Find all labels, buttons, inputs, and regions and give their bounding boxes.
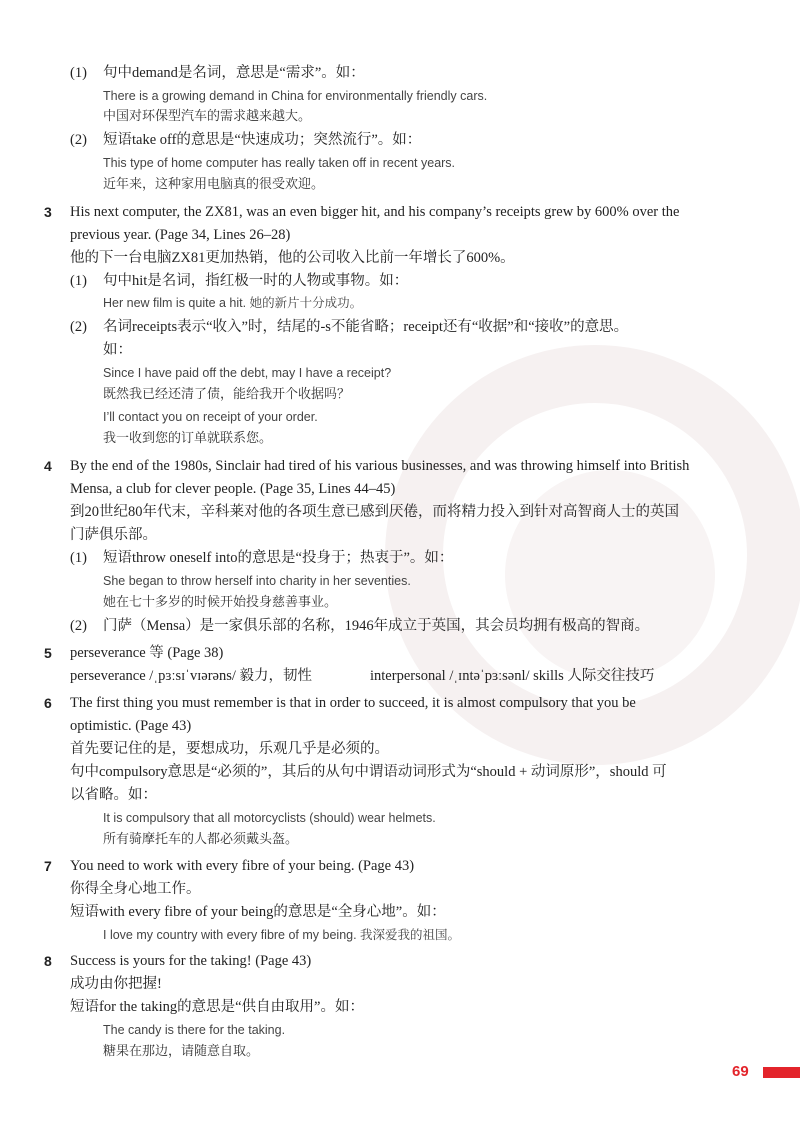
- text-line: 短语with every fibre of your being的意思是“全身心地”。如：: [70, 904, 446, 920]
- item-number: 6: [44, 695, 52, 711]
- text-line: (1): [70, 65, 87, 81]
- example-line: 我一收到您的订单就联系您。: [103, 431, 273, 446]
- example-line: I’ll contact you on receipt of your order.: [103, 410, 318, 424]
- example-line: 既然我已经还清了债，能给我开个收据吗？: [103, 387, 351, 402]
- text-line: (2): [70, 132, 87, 148]
- text-line: optimistic. (Page 43): [70, 718, 192, 734]
- text-line: You need to work with every fibre of your being. (Page 43): [70, 858, 415, 874]
- text-line: 句中compulsory意思是“必须的”，其后的从句中谓语动词形式为“should + 动词原形”，should 可: [70, 764, 667, 780]
- item-number: 3: [44, 204, 52, 220]
- text-line: 短语for the taking的意思是“供自由取用”。如：: [70, 999, 364, 1015]
- text-line: (1): [70, 550, 87, 566]
- text-line: (2): [70, 618, 87, 634]
- example-line: 中国对环保型汽车的需求越来越大。: [103, 109, 312, 124]
- example-line: Her new film is quite a hit. 她的新片十分成功。: [103, 296, 363, 310]
- example-line: The candy is there for the taking.: [103, 1023, 286, 1037]
- page-number: 69: [732, 1063, 749, 1080]
- example-line: This type of home computer has really taken off in recent years.: [103, 156, 456, 170]
- text-line: 句中hit是名词，指红极一时的人物或事物。如：: [103, 273, 409, 289]
- text-line: previous year. (Page 34, Lines 26–28): [70, 227, 291, 243]
- page-number-bar: [763, 1067, 800, 1078]
- example-line: 近年来，这种家用电脑真的很受欢迎。: [103, 177, 325, 192]
- text-line: 短语take off的意思是“快速成功；突然流行”。如：: [103, 132, 422, 148]
- example-line: I love my country with every fibre of my being. 我深爱我的祖国。: [103, 928, 461, 942]
- text-line: 门萨（Mensa）是一家俱乐部的名称，1946年成立于英国，其会员均拥有极高的智商。: [103, 618, 650, 634]
- example-line: 所有骑摩托车的人都必须戴头盔。: [103, 832, 299, 847]
- text-line: perseverance /ˌpɜːsɪˈvɪərəns/ 毅力，韧性: [70, 668, 313, 684]
- text-line: 以省略。如：: [70, 787, 157, 803]
- text-line: interpersonal /ˌɪntəˈpɜːsənl/ skills 人际交往技巧: [370, 668, 655, 684]
- text-line: 名词receipts表示“收入”时，结尾的-s不能省略；receipt还有“收据”和“接收”的意思。: [103, 319, 629, 335]
- text-line: (2): [70, 319, 87, 335]
- text-line: The first thing you must remember is that in order to succeed, it is almost compulsory that you be: [70, 695, 636, 711]
- text-line: 首先要记住的是，要想成功，乐观几乎是必须的。: [70, 741, 389, 757]
- item-number: 8: [44, 953, 52, 969]
- example-line: There is a growing demand in China for environmentally friendly cars.: [103, 89, 488, 103]
- item-number: 4: [44, 458, 52, 474]
- watermark-center: [505, 470, 715, 680]
- text-line: By the end of the 1980s, Sinclair had tired of his various businesses, and was throwing himself into British: [70, 458, 690, 474]
- text-line: 门萨俱乐部。: [70, 527, 157, 543]
- text-line: 短语throw oneself into的意思是“投身于；热衷于”。如：: [103, 550, 454, 566]
- text-line: (1): [70, 273, 87, 289]
- example-line: 她在七十多岁的时候开始投身慈善事业。: [103, 595, 338, 610]
- text-line: 到20世纪80年代末，辛科莱对他的各项生意已感到厌倦，而将精力投入到针对高智商人士的英国: [70, 504, 679, 520]
- text-line: 句中demand是名词，意思是“需求”。如：: [103, 65, 365, 81]
- text-line: 你得全身心地工作。: [70, 881, 201, 897]
- text-line: 他的下一台电脑ZX81更加热销，他的公司收入比前一年增长了600%。: [70, 250, 515, 266]
- text-line: 成功由你把握!: [70, 976, 162, 992]
- example-line: Since I have paid off the debt, may I have a receipt?: [103, 366, 392, 380]
- example-line: She began to throw herself into charity in her seventies.: [103, 574, 411, 588]
- text-line: Mensa, a club for clever people. (Page 35, Lines 44–45): [70, 481, 396, 497]
- item-number: 5: [44, 645, 52, 661]
- example-line: 糖果在那边，请随意自取。: [103, 1044, 260, 1059]
- text-line: 如：: [103, 342, 132, 358]
- text-line: Success is yours for the taking! (Page 43): [70, 953, 312, 969]
- text-line: perseverance 等 (Page 38): [70, 645, 224, 661]
- item-number: 7: [44, 858, 52, 874]
- text-line: His next computer, the ZX81, was an even bigger hit, and his company’s receipts grew by 600% over the: [70, 204, 680, 220]
- example-line: It is compulsory that all motorcyclists (should) wear helmets.: [103, 811, 436, 825]
